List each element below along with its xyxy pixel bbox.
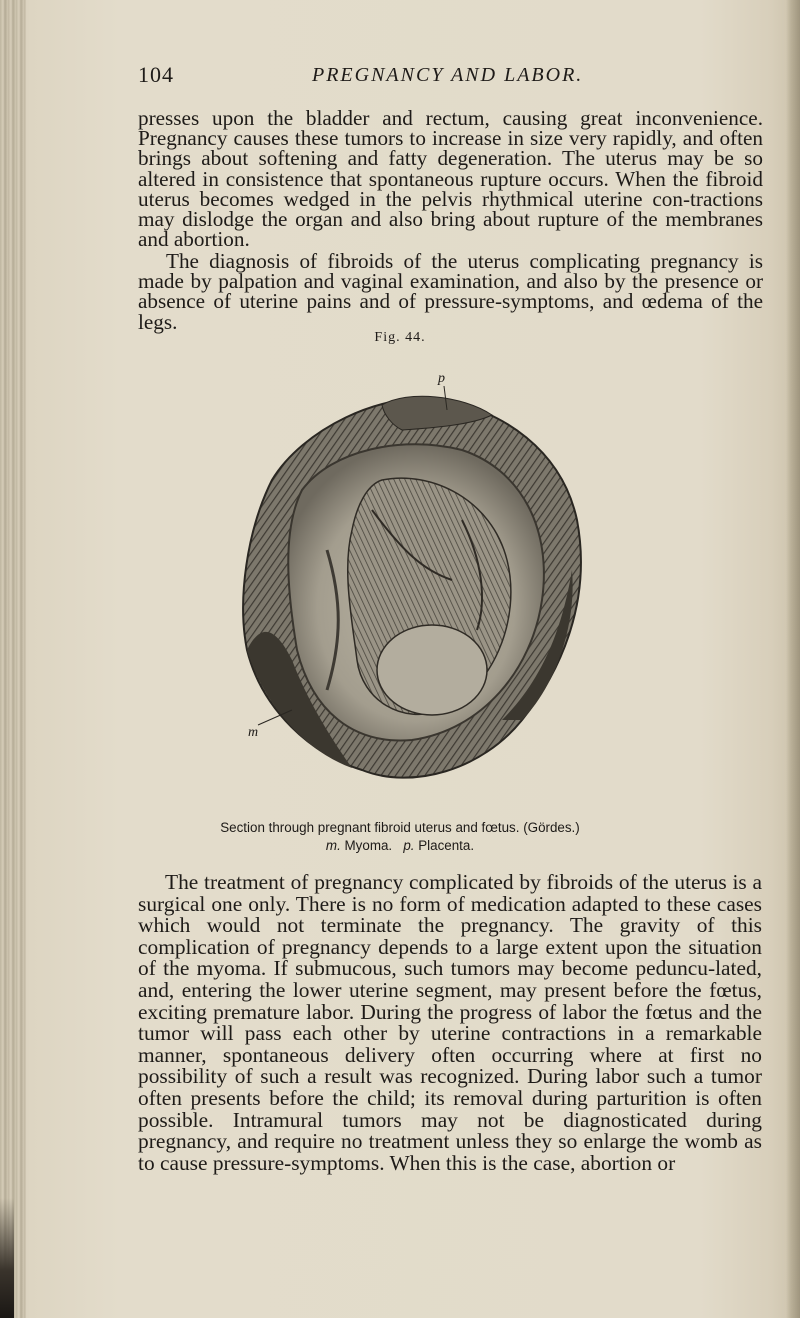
page-header [138, 62, 748, 90]
figure-marker-p: p [438, 371, 445, 386]
legend-text-p: Placenta. [418, 838, 475, 853]
figure-label: Fig. 44. [374, 330, 426, 345]
legend-key-p: p. [403, 838, 415, 853]
figure-illustration [232, 370, 592, 810]
figure-caption-block [0, 819, 800, 855]
page-right-edge [786, 0, 800, 1318]
foetus-head [377, 625, 487, 715]
paragraph-3: The treatment of pregnancy complicated by fibroids of the uterus is a surgical one only. There is no form of medication adapted to these cases which would not terminate the pregnancy. The gravity of this complication of pregnancy depends to a large extent upon the situation of the myoma. If submucous, such tumors may become peduncu-lated, and, entering the lower uterine segment, may present before the fœtus, exciting premature labor. During the progress of labor the fœtus and the tumor will pass each other by uterine contractions in a remarkable manner, spontaneous delivery often occurring where at first no possibility of such a result was recognized. During labor such a tumor often presents before the child; its removal during parturition is often possible. Intramural tumors may not be diagnosticated during pregnancy, and require no treatment unless they so enlarge the womb as to cause pressure-symptoms. When this is the case, abortion or [138, 870, 762, 1175]
binding-shadow [0, 1198, 14, 1318]
page-binding-edge [0, 0, 26, 1318]
page-number: 104 [138, 62, 174, 87]
legend-key-m: m. [325, 838, 341, 853]
figure-caption: Section through pregnant fibroid uterus and fœtus. (Gördes.) [220, 820, 580, 835]
legend-text-m: Myoma. [344, 838, 393, 853]
paragraph-1: presses upon the bladder and rectum, causing great inconvenience. Pregnancy causes these tumors to increase in size very rapidly, and often brings about softening and fatty degeneration. The uterus may be so altered in consistence that spontaneous rupture occurs. When the fibroid uterus becomes wedged in the pelvis rhythmical uterine con-tractions may dislodge the organ and also bring about rupture of the membranes and abortion. [138, 106, 763, 252]
paragraph-2: The diagnosis of fibroids of the uterus complicating pregnancy is made by palpation and vaginal examination, and also by the presence or absence of uterine pains and of pressure-symptoms, and œdema of the legs. [138, 249, 763, 334]
running-head: PREGNANCY AND LABOR. [312, 64, 584, 86]
figure-legend [0, 837, 800, 855]
figure-marker-m: m [248, 725, 259, 740]
